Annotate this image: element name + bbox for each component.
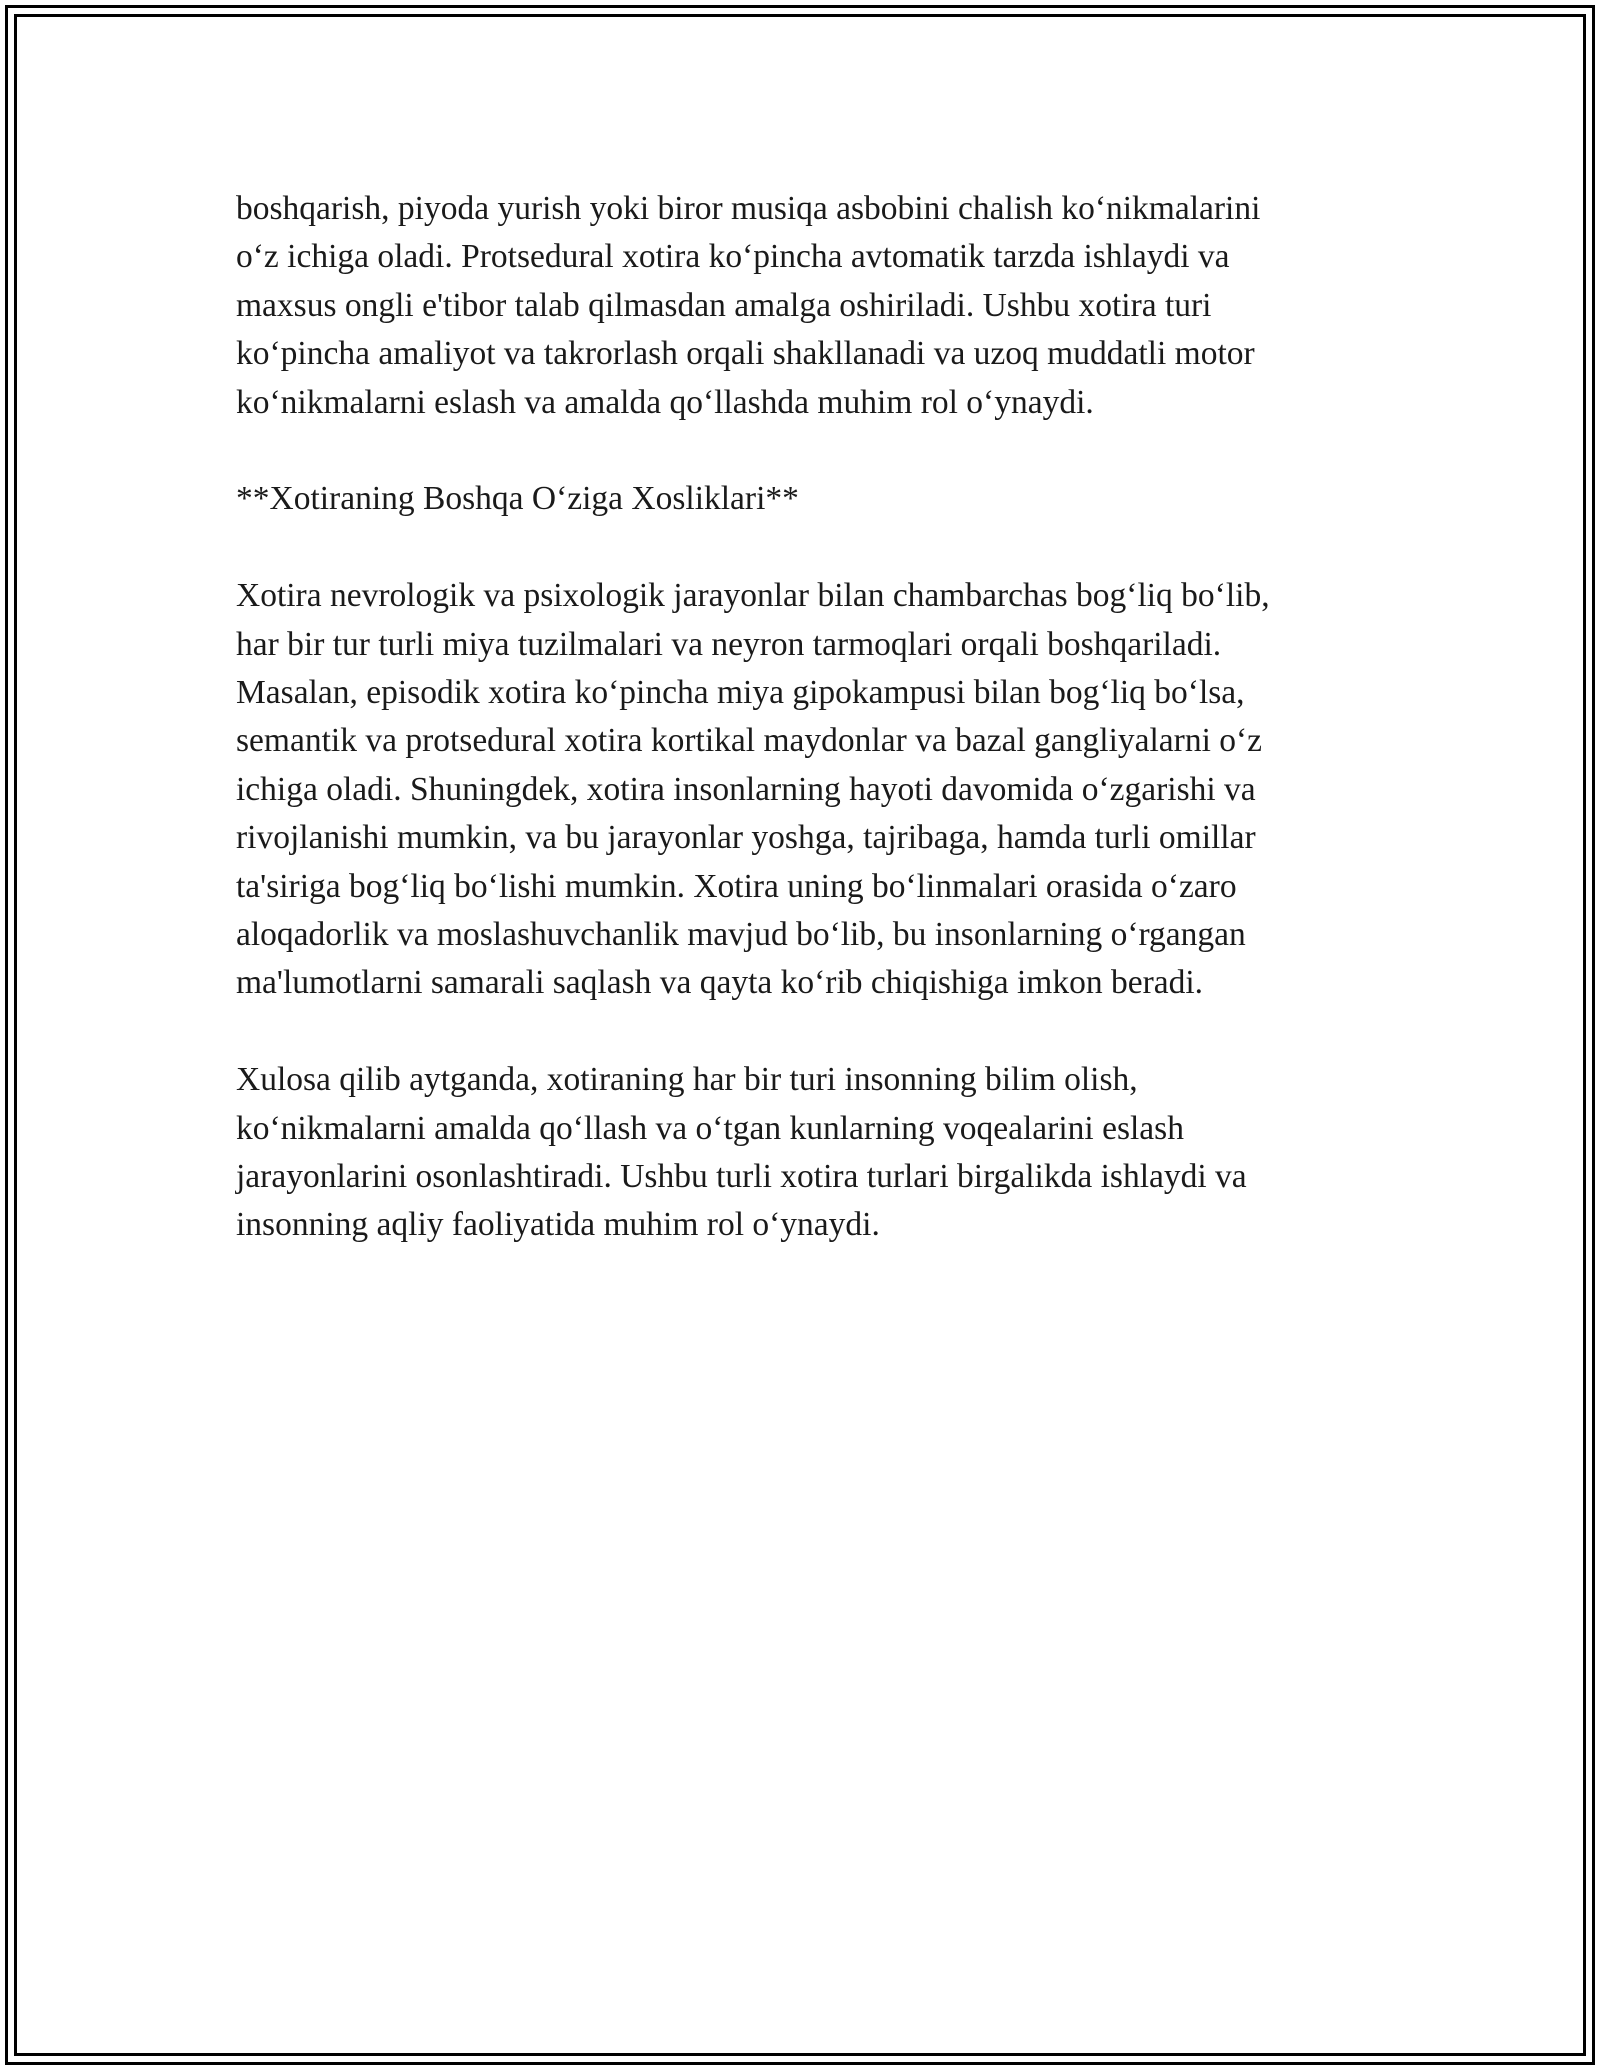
paragraph-procedural-memory: boshqarish, piyoda yurish yoki biror musiqa asbobini chalish ko‘nikmalarini o‘z ichiga oladi. Protsedural xotira ko‘pincha avtomatik tarzda ishlaydi va maxsus ongli e'tibor talab qilmasdan amalga oshiriladi. Ushbu xotira turi ko‘pincha amaliyot va takrorlash orqali shakllanadi va uzoq muddatli motor ko‘nikmalarni eslash va amalda qo‘llashda muhim rol o‘ynaydi. xyxy=(236,190,1261,421)
section-heading: **Xotiraning Boshqa O‘ziga Xosliklari** xyxy=(236,480,799,518)
document-body xyxy=(236,185,1396,1298)
paragraph-conclusion: Xulosa qilib aytganda, xotiraning har bir turi insonning bilim olish, ko‘nikmalarni amalda qo‘llash va o‘tgan kunlarning voqealarini eslash jarayonlarini osonlashtiradi. Ushbu turli xotira turlari birgalikda ishlaydi va insonning aqliy faoliyatida muhim rol o‘ynaydi. xyxy=(236,1061,1247,1244)
paragraph-memory-features: Xotira nevrologik va psixologik jarayonlar bilan chambarchas bog‘liq bo‘lib, har bir tur turli miya tuzilmalari va neyron tarmoqlari orqali boshqariladi. Masalan, episodik xotira ko‘pincha miya gipokampusi bilan bog‘liq bo‘lsa, semantik va protsedural xotira kortikal maydonlar va bazal gangliyalarni o‘z ichiga oladi. Shuningdek, xotira insonlarning hayoti davomida o‘zgarishi va rivojlanishi mumkin, va bu jarayonlar yoshga, tajribaga, hamda turli omillar ta'siriga bog‘liq bo‘lishi mumkin. Xotira uning bo‘linmalari orasida o‘zaro aloqadorlik va moslashuvchanlik mavjud bo‘lib, bu insonlarning o‘rgangan ma'lumotlarni samarali saqlash va qayta ko‘rib chiqishiga imkon beradi. xyxy=(236,577,1270,1002)
